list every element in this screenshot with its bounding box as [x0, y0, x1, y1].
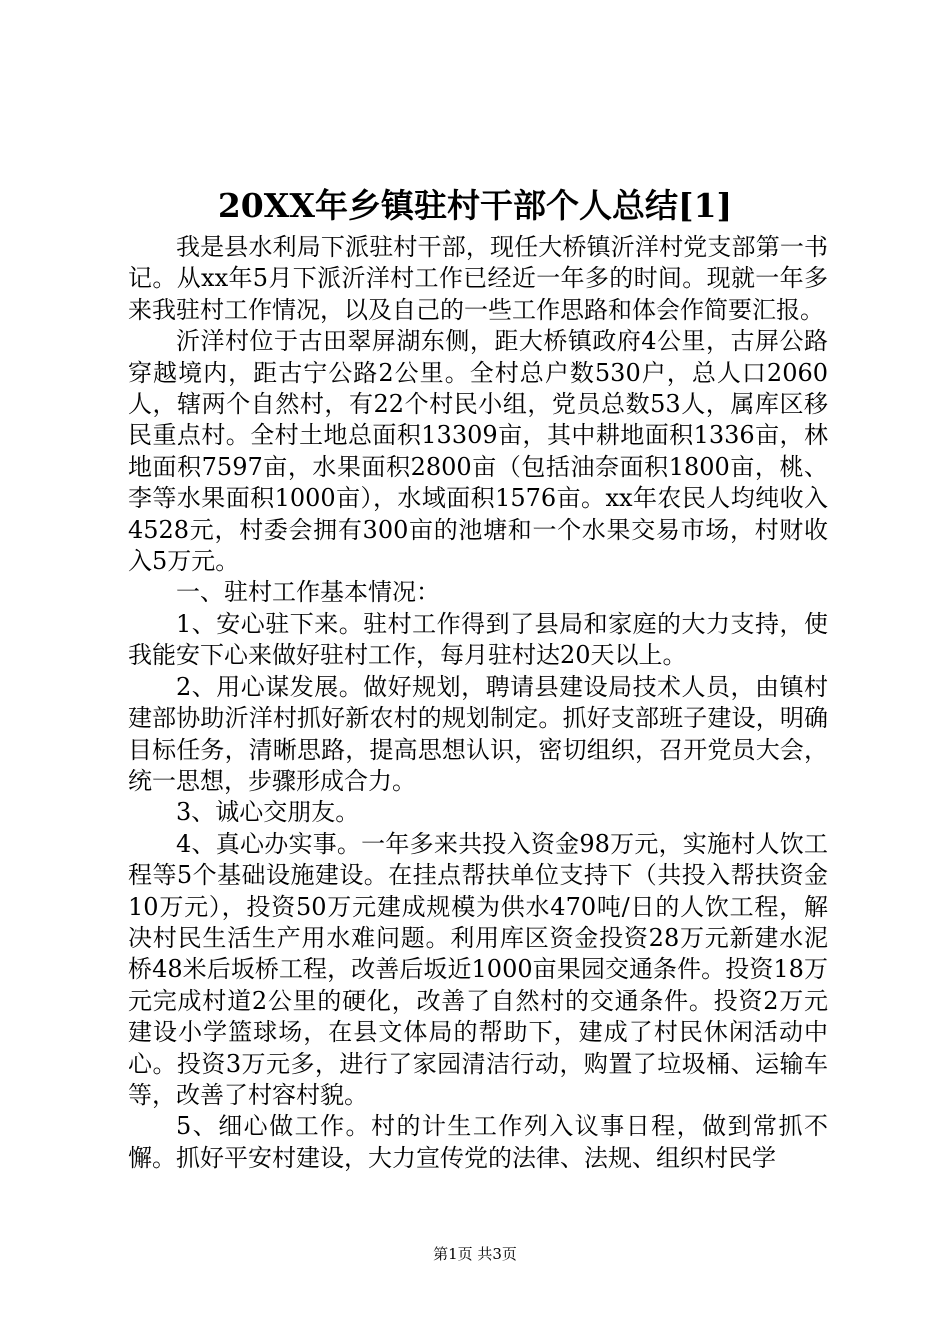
section-heading: 一、驻村工作基本情况：: [176, 578, 440, 607]
paragraph-item-5: 5、细心做工作。村的计生工作列入议事日程，做到常抓不懈。抓好平安村建设，大力宣传党的法律、法规、组织村民学: [128, 1112, 828, 1172]
page-footer: 第1页 共3页: [433, 1245, 517, 1263]
document-body: [128, 232, 828, 1174]
paragraph-item-3: 3、诚心交朋友。: [176, 798, 360, 827]
document-title: 20XX年乡镇驻村干部个人总结[1]: [217, 186, 733, 225]
paragraph-item-4: 4、真心办实事。一年多来共投入资金98万元，实施村人饮工程等5个基础设施建设。在挂点帮扶单位支持下（共投入帮扶资金10万元），投资50万元建成规模为供水470吨/日的人饮工程，解决村民生活生产用水难问题。利用库区资金投资28万元新建水泥桥48米后坂桥工程，改善后坂近1000亩果园交通条件。投资18万元完成村道2公里的硬化，改善了自然村的交通条件。投资2万元建设小学篮球场，在县文体局的帮助下，建成了村民休闲活动中心。投资3万元多，进行了家园清洁行动，购置了垃圾桶、运输车等，改善了村容村貌。: [128, 829, 828, 1109]
paragraph-intro: 我是县水利局下派驻村干部，现任大桥镇沂洋村党支部第一书记。从xx年5月下派沂洋村工作已经近一年多的时间。现就一年多来我驻村工作情况，以及自己的一些工作思路和体会作简要汇报。: [128, 233, 828, 324]
paragraph-village-overview: 沂洋村位于古田翠屏湖东侧，距大桥镇政府4公里，古屏公路穿越境内，距古宁公路2公里。全村总户数530户，总人口2060人，辖两个自然村，有22个村民小组，党员总数53人，属库区移民重点村。全村土地总面积13309亩，其中耕地面积1336亩，林地面积7597亩，水果面积2800亩（包括油奈面积1800亩，桃、李等水果面积1000亩），水域面积1576亩。xx年农民人均纯收入4528元，村委会拥有300亩的池塘和一个水果交易市场，村财收入5万元。: [128, 327, 828, 576]
paragraph-item-1: 1、安心驻下来。驻村工作得到了县局和家庭的大力支持，使我能安下心来做好驻村工作，每月驻村达20天以上。: [128, 609, 828, 670]
paragraph-item-2: 2、用心谋发展。做好规划，聘请县建设局技术人员，由镇村建部协助沂洋村抓好新农村的规划制定。抓好支部班子建设，明确目标任务，清晰思路，提高思想认识，密切组织，召开党员大会，统一思想，步骤形成合力。: [128, 672, 828, 795]
